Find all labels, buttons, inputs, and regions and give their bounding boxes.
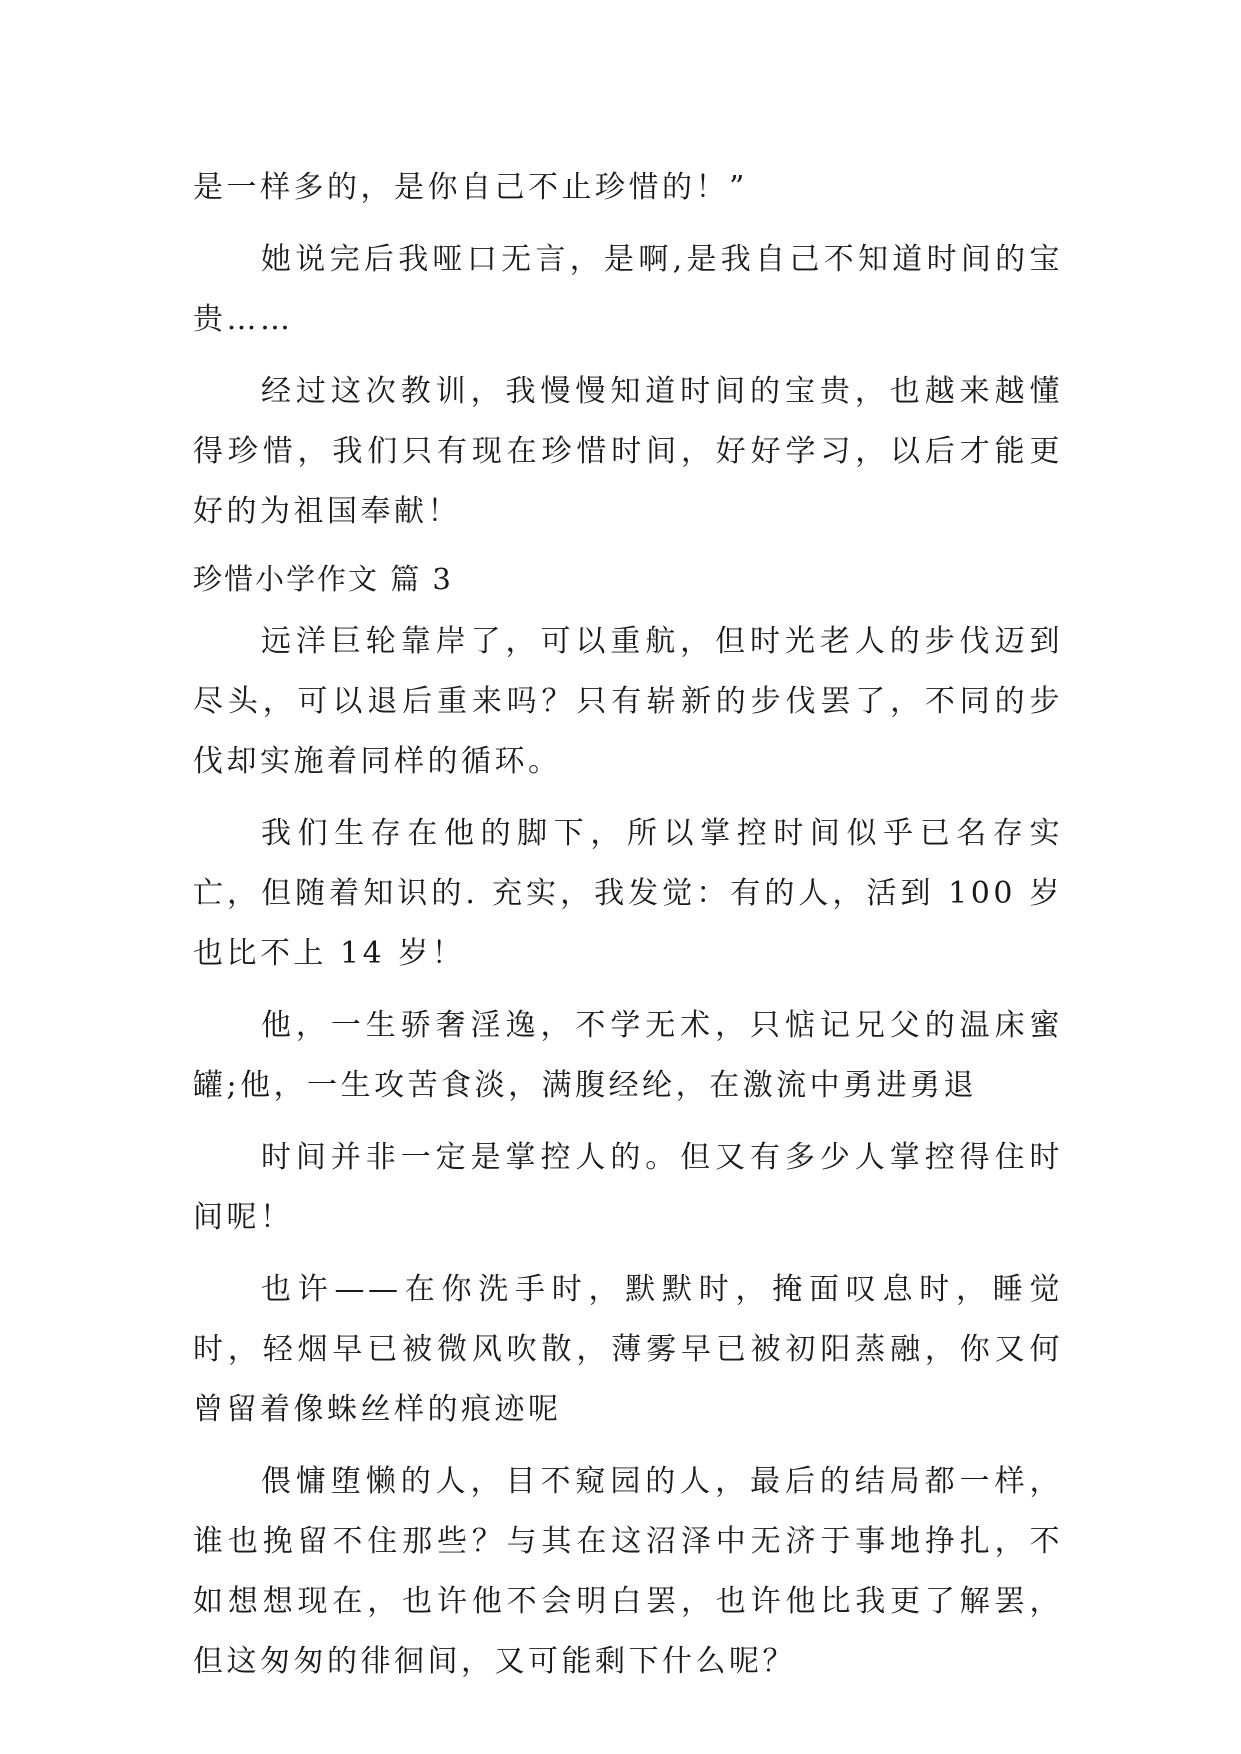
paragraph: 经过这次教训，我慢慢知道时间的宝贵，也越来越懂得珍惜，我们只有现在珍惜时间，好好学习，以后才能更好的为祖国奉献！ <box>193 374 1063 529</box>
paragraph: 时间并非一定是掌控人的。但又有多少人掌控得住时间呢！ <box>193 1140 1063 1235</box>
paragraph: 她说完后我哑口无言，是啊,是我自己不知道时间的宝贵…… <box>193 242 1063 337</box>
paragraph: 远洋巨轮靠岸了，可以重航，但时光老人的步伐迈到尽头，可以退后重来吗？只有崭新的步伐罢了，不同的步伐却实施着同样的循环。 <box>193 624 1063 779</box>
paragraph: 也许——在你洗手时，默默时，掩面叹息时，睡觉时，轻烟早已被微风吹散，薄雾早已被初阳蒸融，你又何曾留着像蛛丝样的痕迹呢 <box>193 1272 1063 1427</box>
paragraph: 是一样多的，是你自己不止珍惜的！” <box>193 170 748 205</box>
paragraph: 他，一生骄奢淫逸，不学无术，只惦记兄父的温床蜜罐;他，一生攻苦食淡，满腹经纶，在激流中勇进勇退 <box>193 1008 1063 1103</box>
document-body <box>193 158 1063 1704</box>
paragraph: 我们生存在他的脚下，所以掌控时间似乎已名存实亡，但随着知识的. 充实，我发觉：有的人，活到 100 岁也比不上 14 岁！ <box>193 816 1063 971</box>
paragraph: 偎慵堕懒的人，目不窥园的人，最后的结局都一样，谁也挽留不住那些？与其在这沼泽中无济于事地挣扎，不如想想现在，也许他不会明白罢，也许他比我更了解罢，但这匆匆的徘徊间，又可能剩下什么呢？ <box>193 1464 1063 1679</box>
section-heading: 珍惜小学作文 篇 3 <box>193 562 453 596</box>
